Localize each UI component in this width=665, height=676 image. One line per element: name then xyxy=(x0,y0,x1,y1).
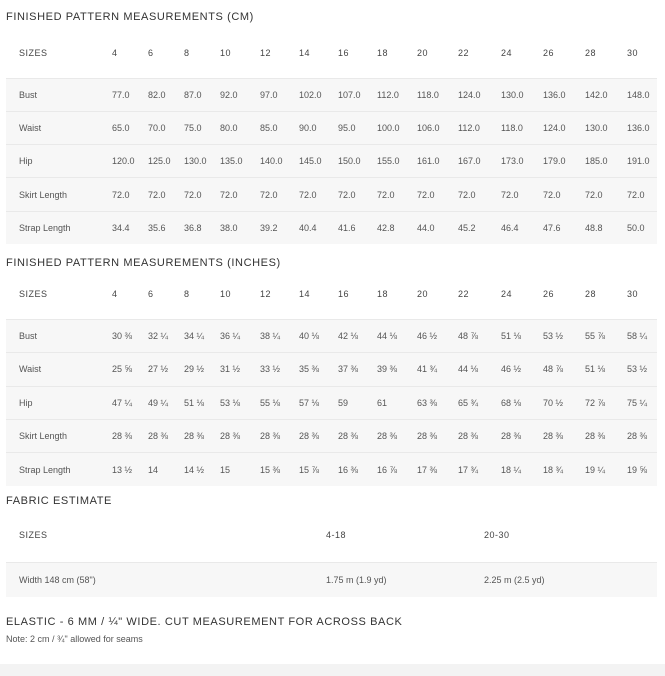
row-label: Strap Length xyxy=(6,453,112,486)
cell-value: 59 xyxy=(338,386,377,419)
size-header-10: 10 xyxy=(220,47,232,58)
cell-value: 19 ⅝ xyxy=(627,453,657,486)
inch-table xyxy=(6,269,657,485)
sizes-label: SIZES xyxy=(19,47,48,58)
cell-value: 28 ⅜ xyxy=(299,419,338,452)
fabric-value-20-30: 2.25 m (2.5 yd) xyxy=(484,563,657,597)
cell-value: 28 ⅜ xyxy=(377,419,417,452)
size-header-12: 12 xyxy=(260,289,272,300)
cell-value: 145.0 xyxy=(299,145,338,178)
cell-value: 17 ⅜ xyxy=(417,453,458,486)
fabric-size-header-row xyxy=(6,507,657,563)
cell-value: 14 ½ xyxy=(184,453,220,486)
cell-value: 72.0 xyxy=(220,178,260,211)
cell-value: 28 ⅜ xyxy=(112,419,148,452)
size-header-24: 24 xyxy=(501,289,513,300)
cell-value: 142.0 xyxy=(585,78,627,111)
cell-value: 40 ⅛ xyxy=(299,319,338,352)
cell-value: 38 ¼ xyxy=(260,319,299,352)
cell-value: 70.0 xyxy=(148,111,184,144)
cell-value: 191.0 xyxy=(627,145,657,178)
cell-value: 32 ¼ xyxy=(148,319,184,352)
cell-value: 33 ½ xyxy=(260,353,299,386)
cell-value: 34.4 xyxy=(112,211,148,244)
cell-value: 46 ½ xyxy=(501,353,543,386)
cell-value: 130.0 xyxy=(501,78,543,111)
cell-value: 72 ⅞ xyxy=(585,386,627,419)
size-header-row xyxy=(6,28,657,78)
cell-value: 28 ⅜ xyxy=(585,419,627,452)
measurement-row-bust xyxy=(6,78,657,111)
cell-value: 161.0 xyxy=(417,145,458,178)
cell-value: 47.6 xyxy=(543,211,585,244)
size-header-10: 10 xyxy=(220,289,232,300)
row-label: Waist xyxy=(6,111,112,144)
cell-value: 72.0 xyxy=(417,178,458,211)
size-header-28: 28 xyxy=(585,289,597,300)
cell-value: 136.0 xyxy=(627,111,657,144)
measurement-row-skirt-length xyxy=(6,419,657,452)
cell-value: 97.0 xyxy=(260,78,299,111)
cell-value: 35.6 xyxy=(148,211,184,244)
fabric-sizes-label: SIZES xyxy=(19,529,48,540)
row-label: Skirt Length xyxy=(6,178,112,211)
measurement-row-hip xyxy=(6,145,657,178)
size-header-22: 22 xyxy=(458,47,470,58)
cell-value: 13 ½ xyxy=(112,453,148,486)
cell-value: 72.0 xyxy=(501,178,543,211)
sizes-label: SIZES xyxy=(19,289,48,300)
row-label: Hip xyxy=(6,386,112,419)
cell-value: 72.0 xyxy=(377,178,417,211)
cell-value: 38.0 xyxy=(220,211,260,244)
size-header-14: 14 xyxy=(299,47,311,58)
size-header-20: 20 xyxy=(417,47,429,58)
cell-value: 100.0 xyxy=(377,111,417,144)
cell-value: 18 ¾ xyxy=(543,453,585,486)
cell-value: 107.0 xyxy=(338,78,377,111)
size-header-30: 30 xyxy=(627,47,639,58)
cell-value: 95.0 xyxy=(338,111,377,144)
cell-value: 85.0 xyxy=(260,111,299,144)
cell-value: 87.0 xyxy=(184,78,220,111)
measurement-row-hip xyxy=(6,386,657,419)
cell-value: 118.0 xyxy=(417,78,458,111)
measurement-row-waist xyxy=(6,353,657,386)
cell-value: 63 ⅜ xyxy=(417,386,458,419)
cell-value: 72.0 xyxy=(299,178,338,211)
cell-value: 75.0 xyxy=(184,111,220,144)
cell-value: 40.4 xyxy=(299,211,338,244)
cell-value: 118.0 xyxy=(501,111,543,144)
cell-value: 28 ⅜ xyxy=(260,419,299,452)
cell-value: 47 ¼ xyxy=(112,386,148,419)
size-header-12: 12 xyxy=(260,47,272,58)
size-header-30: 30 xyxy=(627,289,639,300)
cell-value: 15 ⅜ xyxy=(260,453,299,486)
fabric-row xyxy=(6,563,657,597)
cell-value: 48 ⅞ xyxy=(543,353,585,386)
cell-value: 185.0 xyxy=(585,145,627,178)
cell-value: 72.0 xyxy=(543,178,585,211)
cell-value: 31 ½ xyxy=(220,353,260,386)
cell-value: 55 ⅞ xyxy=(585,319,627,352)
bottom-divider xyxy=(0,664,665,676)
cell-value: 39.2 xyxy=(260,211,299,244)
cell-value: 65.0 xyxy=(112,111,148,144)
fabric-section-title: FABRIC ESTIMATE xyxy=(6,494,112,507)
inch-section-title: FINISHED PATTERN MEASUREMENTS (INCHES) xyxy=(6,257,281,270)
cell-value: 140.0 xyxy=(260,145,299,178)
cell-value: 72.0 xyxy=(148,178,184,211)
cell-value: 34 ¼ xyxy=(184,319,220,352)
fabric-col-4-18: 4-18 xyxy=(326,529,347,540)
cell-value: 148.0 xyxy=(627,78,657,111)
size-header-18: 18 xyxy=(377,289,389,300)
cell-value: 46 ½ xyxy=(417,319,458,352)
cell-value: 61 xyxy=(377,386,417,419)
cell-value: 50.0 xyxy=(627,211,657,244)
cell-value: 53 ⅛ xyxy=(220,386,260,419)
size-header-4: 4 xyxy=(112,289,118,300)
cell-value: 72.0 xyxy=(184,178,220,211)
cell-value: 102.0 xyxy=(299,78,338,111)
cell-value: 112.0 xyxy=(377,78,417,111)
cell-value: 42 ⅛ xyxy=(338,319,377,352)
fabric-value-4-18: 1.75 m (1.9 yd) xyxy=(326,563,484,597)
cell-value: 44.0 xyxy=(417,211,458,244)
size-header-8: 8 xyxy=(184,289,190,300)
size-header-4: 4 xyxy=(112,47,118,58)
cell-value: 44 ⅛ xyxy=(458,353,501,386)
cell-value: 77.0 xyxy=(112,78,148,111)
cell-value: 80.0 xyxy=(220,111,260,144)
cell-value: 135.0 xyxy=(220,145,260,178)
cell-value: 15 xyxy=(220,453,260,486)
fabric-row-label: Width 148 cm (58") xyxy=(6,563,326,597)
cell-value: 28 ⅜ xyxy=(458,419,501,452)
cell-value: 57 ⅛ xyxy=(299,386,338,419)
measurement-row-bust xyxy=(6,319,657,352)
cell-value: 49 ¼ xyxy=(148,386,184,419)
cell-value: 58 ¼ xyxy=(627,319,657,352)
cell-value: 28 ⅜ xyxy=(220,419,260,452)
cell-value: 53 ½ xyxy=(627,353,657,386)
cell-value: 167.0 xyxy=(458,145,501,178)
size-header-14: 14 xyxy=(299,289,311,300)
cell-value: 72.0 xyxy=(458,178,501,211)
cm-table xyxy=(6,28,657,244)
size-header-6: 6 xyxy=(148,47,154,58)
cell-value: 72.0 xyxy=(260,178,299,211)
cell-value: 44 ⅛ xyxy=(377,319,417,352)
cell-value: 25 ⅝ xyxy=(112,353,148,386)
cell-value: 46.4 xyxy=(501,211,543,244)
cell-value: 124.0 xyxy=(543,111,585,144)
row-label: Skirt Length xyxy=(6,419,112,452)
cell-value: 65 ¾ xyxy=(458,386,501,419)
cell-value: 136.0 xyxy=(543,78,585,111)
cell-value: 48.8 xyxy=(585,211,627,244)
cell-value: 41 ¾ xyxy=(417,353,458,386)
cell-value: 30 ⅜ xyxy=(112,319,148,352)
cell-value: 75 ¼ xyxy=(627,386,657,419)
cell-value: 18 ¼ xyxy=(501,453,543,486)
size-header-18: 18 xyxy=(377,47,389,58)
cell-value: 72.0 xyxy=(585,178,627,211)
cell-value: 28 ⅜ xyxy=(148,419,184,452)
cell-value: 72.0 xyxy=(112,178,148,211)
cell-value: 28 ⅜ xyxy=(184,419,220,452)
measurement-row-skirt-length xyxy=(6,178,657,211)
cm-section-title: FINISHED PATTERN MEASUREMENTS (CM) xyxy=(6,11,254,23)
cell-value: 51 ⅛ xyxy=(585,353,627,386)
fabric-table xyxy=(6,507,657,597)
cell-value: 15 ⅞ xyxy=(299,453,338,486)
cell-value: 28 ⅜ xyxy=(417,419,458,452)
cell-value: 112.0 xyxy=(458,111,501,144)
size-header-16: 16 xyxy=(338,289,350,300)
size-header-26: 26 xyxy=(543,47,555,58)
cell-value: 37 ⅜ xyxy=(338,353,377,386)
cell-value: 124.0 xyxy=(458,78,501,111)
cell-value: 42.8 xyxy=(377,211,417,244)
cell-value: 16 ⅜ xyxy=(338,453,377,486)
cell-value: 90.0 xyxy=(299,111,338,144)
cell-value: 28 ⅜ xyxy=(501,419,543,452)
cell-value: 70 ½ xyxy=(543,386,585,419)
size-header-6: 6 xyxy=(148,289,154,300)
elastic-title: ELASTIC - 6 MM / ¼" WIDE. CUT MEASUREMENT FOR ACROSS BACK xyxy=(6,615,403,628)
cell-value: 72.0 xyxy=(338,178,377,211)
cell-value: 92.0 xyxy=(220,78,260,111)
size-header-16: 16 xyxy=(338,47,350,58)
cell-value: 130.0 xyxy=(585,111,627,144)
cell-value: 19 ¼ xyxy=(585,453,627,486)
size-header-8: 8 xyxy=(184,47,190,58)
cell-value: 29 ½ xyxy=(184,353,220,386)
cell-value: 36.8 xyxy=(184,211,220,244)
cell-value: 28 ⅜ xyxy=(627,419,657,452)
cell-value: 106.0 xyxy=(417,111,458,144)
cell-value: 173.0 xyxy=(501,145,543,178)
cell-value: 14 xyxy=(148,453,184,486)
cell-value: 130.0 xyxy=(184,145,220,178)
cell-value: 17 ¾ xyxy=(458,453,501,486)
size-header-24: 24 xyxy=(501,47,513,58)
cell-value: 68 ⅛ xyxy=(501,386,543,419)
cell-value: 120.0 xyxy=(112,145,148,178)
row-label: Bust xyxy=(6,319,112,352)
cell-value: 72.0 xyxy=(627,178,657,211)
row-label: Bust xyxy=(6,78,112,111)
size-header-22: 22 xyxy=(458,289,470,300)
cell-value: 35 ⅜ xyxy=(299,353,338,386)
cell-value: 39 ⅜ xyxy=(377,353,417,386)
size-header-20: 20 xyxy=(417,289,429,300)
size-header-row xyxy=(6,269,657,319)
elastic-note: Note: 2 cm / ¾" allowed for seams xyxy=(6,633,143,644)
size-header-26: 26 xyxy=(543,289,555,300)
measurement-row-waist xyxy=(6,111,657,144)
cell-value: 27 ½ xyxy=(148,353,184,386)
row-label: Hip xyxy=(6,145,112,178)
cell-value: 150.0 xyxy=(338,145,377,178)
size-header-28: 28 xyxy=(585,47,597,58)
row-label: Waist xyxy=(6,353,112,386)
cell-value: 28 ⅜ xyxy=(338,419,377,452)
fabric-col-20-30: 20-30 xyxy=(484,529,510,540)
cell-value: 82.0 xyxy=(148,78,184,111)
cell-value: 53 ½ xyxy=(543,319,585,352)
cell-value: 41.6 xyxy=(338,211,377,244)
measurement-row-strap-length xyxy=(6,453,657,486)
cell-value: 125.0 xyxy=(148,145,184,178)
cell-value: 51 ⅛ xyxy=(184,386,220,419)
cell-value: 55 ⅛ xyxy=(260,386,299,419)
cell-value: 28 ⅜ xyxy=(543,419,585,452)
cell-value: 16 ⅞ xyxy=(377,453,417,486)
cell-value: 179.0 xyxy=(543,145,585,178)
cell-value: 45.2 xyxy=(458,211,501,244)
cell-value: 36 ¼ xyxy=(220,319,260,352)
measurement-row-strap-length xyxy=(6,211,657,244)
cell-value: 48 ⅞ xyxy=(458,319,501,352)
row-label: Strap Length xyxy=(6,211,112,244)
cell-value: 51 ⅛ xyxy=(501,319,543,352)
cell-value: 155.0 xyxy=(377,145,417,178)
